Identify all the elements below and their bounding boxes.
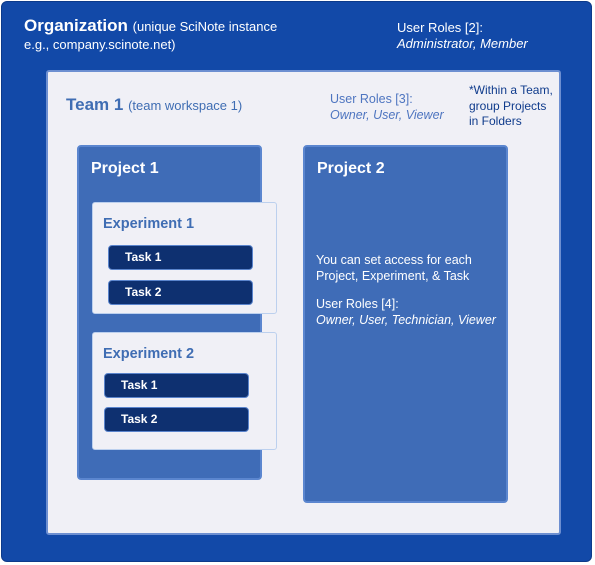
- experiment-2-task-1: Task 1: [104, 373, 249, 398]
- team-roles-label: User Roles [3]:: [330, 92, 413, 106]
- project-2-roles-list: Owner, User, Technician, Viewer: [316, 312, 496, 327]
- organization-title: [24, 16, 277, 36]
- project-2-box: [303, 145, 508, 503]
- organization-roles: [397, 20, 528, 52]
- project-2-roles-label: User Roles [4]:: [316, 297, 399, 311]
- team-note-line3: in Folders: [469, 114, 522, 128]
- experiment-2-task-2: Task 2: [104, 407, 249, 432]
- project-2-title: Project 2: [317, 160, 385, 177]
- team-note-line1: *Within a Team,: [469, 83, 553, 97]
- experiment-1-title: Experiment 1: [103, 216, 195, 232]
- team-roles-list: Owner, User, Viewer: [330, 108, 444, 122]
- organization-subtitle-line2: e.g., company.scinote.net): [24, 37, 176, 52]
- experiment-1-task-1: Task 1: [108, 245, 253, 270]
- organization-title-text: Organization: [24, 16, 128, 35]
- experiment-2-title: Experiment 2: [103, 346, 195, 362]
- team-roles: [330, 91, 444, 123]
- team-subtitle: (team workspace 1): [128, 98, 243, 113]
- organization-subtitle: (unique SciNote instance: [132, 19, 278, 34]
- experiment-2-box: [92, 332, 277, 450]
- project-1-title: Project 1: [91, 160, 159, 177]
- team-box: [46, 70, 561, 535]
- organization-roles-label: User Roles [2]:: [397, 20, 483, 35]
- organization-box: [1, 1, 592, 562]
- team-title-text: Team 1: [66, 95, 124, 114]
- team-note-line2: group Projects: [469, 98, 547, 113]
- project-2-access-line2: Project, Experiment, & Task: [316, 268, 470, 283]
- team-title: [66, 95, 242, 115]
- team-folder-note: [469, 83, 553, 130]
- experiment-1-box: [92, 202, 277, 314]
- project-2-access-text: [316, 253, 472, 284]
- project-2-access-line1: You can set access for each: [316, 253, 472, 267]
- organization-roles-list: Administrator, Member: [397, 36, 528, 51]
- project-2-roles: [316, 297, 496, 328]
- project-1-box: [77, 145, 262, 480]
- experiment-1-task-2: Task 2: [108, 280, 253, 305]
